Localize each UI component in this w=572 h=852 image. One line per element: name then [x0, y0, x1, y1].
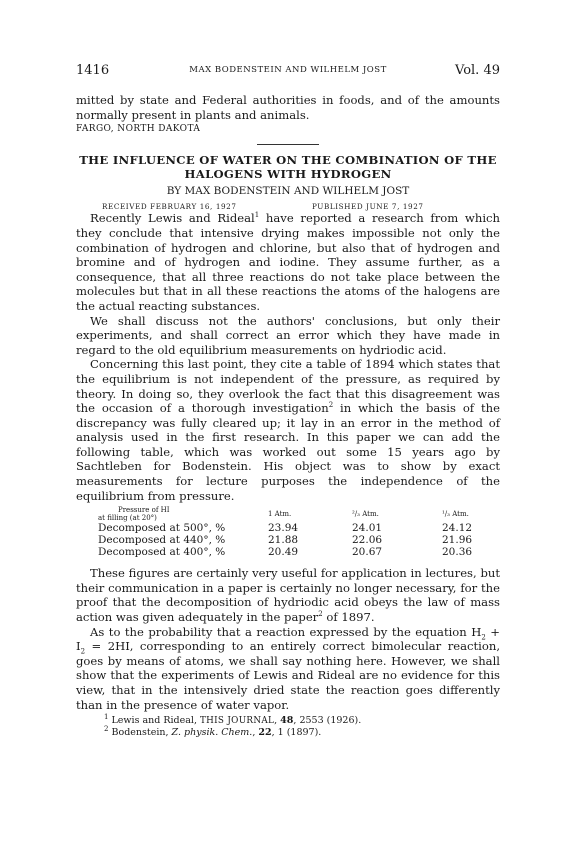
table-row: Decomposed at 500°, % 23.94 24.01 24.12: [98, 522, 473, 535]
footnote-ref-2b: 2: [318, 610, 323, 619]
article-dates: [76, 199, 500, 211]
previous-article-tail: mitted by state and Federal authorities in foods, and of the amounts normally present in plants and animals.: [76, 93, 500, 122]
page-body: [76, 93, 500, 739]
table-header-row: [98, 506, 498, 522]
table-col-1: 1 Atm.: [268, 510, 292, 519]
footnote-2: $^2$ Bodenstein, Z. physik. Chem., 22, 1 (1897).: [104, 725, 322, 739]
footnote-1: $^1$ Lewis and Rideal, THIS JOURNAL, 48, 2553 (1926).: [104, 713, 362, 727]
received-date: RECEIVED FEBRUARY 16, 1927: [102, 202, 237, 212]
paragraph-4: These figures are certainly very useful for application in lectures, but their communication in a paper is certainly no longer necessary, for the proof that the decomposition of hydriodic acid obeys the law of mass action was given adequately in the paper$^2$ of 1897.: [76, 566, 500, 625]
title-line-2: HALOGENS WITH HYDROGEN: [184, 166, 392, 181]
equilibrium-table: [98, 506, 498, 558]
table-col-2: ²/₃ Atm.: [352, 510, 379, 519]
article-title: [76, 153, 500, 181]
title-line-1: THE INFLUENCE OF WATER ON THE COMBINATION OF THE: [79, 152, 497, 167]
paragraph-5: As to the probability that a reaction expressed by the equation $H_2 + I_2 = 2HI$, corresponding to an entirely correct bimolecular reaction, goes by means of atoms, we shall say nothing here. However, we shall show that the experiments of Lewis and Rideal are no evidence for this view, that in the intensively dried state the reaction goes differently than in the presence of water vapor.: [76, 624, 500, 712]
table-row: Decomposed at 400°, % 20.49 20.67 20.36: [98, 546, 473, 559]
article-divider: [257, 144, 319, 145]
footnote-ref-1: 1: [254, 211, 260, 220]
footnote-ref-2: 2: [328, 401, 334, 410]
page-header: [76, 63, 500, 79]
previous-article-location: FARGO, NORTH DAKOTA: [76, 124, 201, 135]
table-row: Decomposed at 440°, % 21.88 22.06 21.96: [98, 534, 473, 547]
page-number: 1416: [76, 63, 110, 78]
running-head: MAX BODENSTEIN AND WILHELM JOST: [189, 65, 387, 75]
article-byline: BY MAX BODENSTEIN AND WILHELM JOST: [166, 184, 410, 197]
paragraph-2: We shall discuss not the authors' conclusions, but only their experiments, and shall correct an error which they have made in regard to the old equilibrium measurements on hydriodic acid.: [76, 313, 500, 357]
paragraph-1: Recently Lewis and Rideal$^1$ have reported a research from which they conclude that intensive drying makes impossible not only the combination of hydrogen and chlorine, but also that of hydrogen and bromine and of hydrogen and iodine. They assume further, as a consequence, that all three reactions do not take place between the molecules but that in all these reactions the atoms of the halogens are the actual reacting substances.: [76, 211, 500, 313]
table-header-pressure: Pressure of HI at filling (at 20°): [98, 506, 170, 523]
volume-number: Vol. 49: [455, 63, 500, 78]
table-col-3: ¹/₃ Atm.: [442, 510, 469, 519]
paragraph-3: Concerning this last point, they cite a table of 1894 which states that the equilibrium is not independent of the pressure, as required by theory. In doing so, they overlook the fact that this disagreement was the occasion of a thorough investigation$^2$ in which the basis of the discrepancy was fully cleared up; it lay in an error in the method of analysis used in the first research. In this paper we can add the following table, which was worked out some 15 years ago by Sachtleben for Bodenstein. His object was to show by exact measurements for lecture purposes the independence of the equilibrium from pressure.: [76, 357, 500, 503]
published-date: PUBLISHED JUNE 7, 1927: [312, 202, 424, 212]
